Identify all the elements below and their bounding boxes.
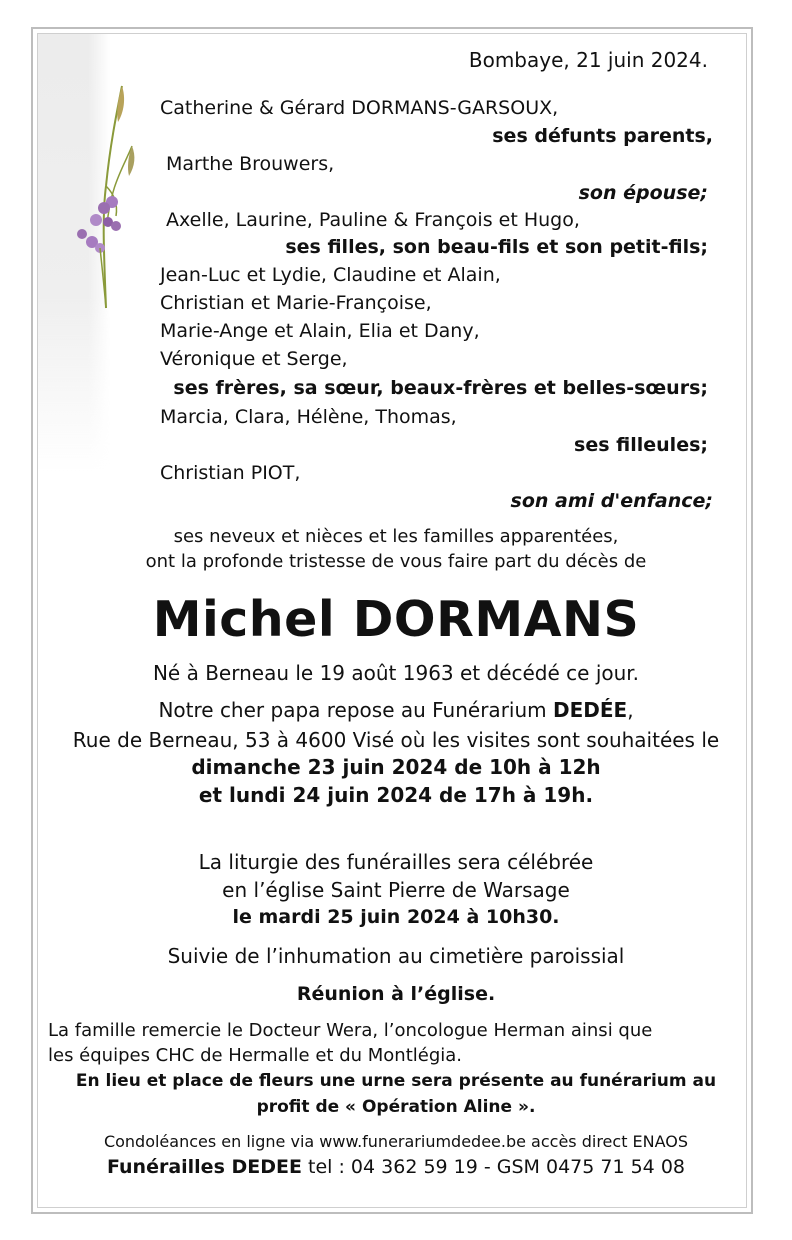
visitation-date-2: et lundi 24 juin 2024 de 17h à 19h. xyxy=(198,783,594,807)
burial-line: Suivie de l’inhumation au cimetière paroissial xyxy=(167,944,625,968)
company-name: Funérailles DEDEE xyxy=(106,1156,302,1178)
siblings-line-4: Véronique et Serge, xyxy=(160,348,348,370)
contact-line xyxy=(0,1155,792,1179)
deceased-name: Michel DORMANS xyxy=(152,591,640,648)
friend-name: Christian PIOT, xyxy=(160,462,301,484)
siblings-role: ses frères, sa sœur, beaux-frères et belles-sœurs; xyxy=(173,377,708,399)
visitation-line-1-prefix: Notre cher papa repose au Funérarium xyxy=(158,698,553,722)
flowers-line-2: profit de « Opération Aline ». xyxy=(256,1097,536,1117)
place-date: Bombaye, 21 juin 2024. xyxy=(468,48,708,72)
others-line: ses neveux et nièces et les familles apparentées, xyxy=(173,526,619,547)
godchildren-names: Marcia, Clara, Hélène, Thomas, xyxy=(160,406,457,428)
funerarium-name: DEDÉE xyxy=(552,698,628,722)
visitation-date-1: dimanche 23 juin 2024 de 10h à 12h xyxy=(191,755,601,779)
spouse-role: son épouse; xyxy=(578,182,708,204)
children-names: Axelle, Laurine, Pauline & François et Hugo, xyxy=(166,209,580,231)
birth-death: Né à Berneau le 19 août 1963 et décédé ce jour. xyxy=(152,661,640,685)
visitation-line-1 xyxy=(0,698,792,722)
funeral-line-2: en l’église Saint Pierre de Warsage xyxy=(222,878,570,902)
visitation-line-1-suffix: , xyxy=(627,698,634,722)
contact-numbers: tel : 04 362 59 19 - GSM 0475 71 54 08 xyxy=(301,1156,685,1178)
friend-role: son ami d'enfance; xyxy=(510,490,713,512)
announcement-line: ont la profonde tristesse de vous faire part du décès de xyxy=(145,551,647,572)
visitation-address: Rue de Berneau, 53 à 4600 Visé où les visites sont souhaitées le xyxy=(72,728,720,752)
siblings-line-3: Marie-Ange et Alain, Elia et Dany, xyxy=(160,320,480,342)
godchildren-role: ses filleules; xyxy=(574,434,708,456)
parents-names: Catherine & Gérard DORMANS-GARSOUX, xyxy=(160,97,559,119)
children-role: ses filles, son beau-fils et son petit-fils; xyxy=(285,236,708,258)
funeral-line-1: La liturgie des funérailles sera célébrée xyxy=(198,850,594,874)
funeral-date: le mardi 25 juin 2024 à 10h30. xyxy=(232,906,560,928)
flowers-line-1: En lieu et place de fleurs une urne sera présente au funérarium au xyxy=(75,1071,717,1091)
spouse-name: Marthe Brouwers, xyxy=(166,153,335,175)
siblings-line-2: Christian et Marie-Françoise, xyxy=(160,292,432,314)
meeting-line: Réunion à l’église. xyxy=(296,983,496,1005)
parents-role: ses défunts parents, xyxy=(492,125,713,147)
condolences-line: Condoléances en ligne via www.funerariumdedee.be accès direct ENAOS xyxy=(103,1132,689,1151)
thanks-line-1: La famille remercie le Docteur Wera, l’oncologue Herman ainsi que xyxy=(48,1020,653,1041)
violet-flower-illustration xyxy=(66,76,146,316)
thanks-line-2: les équipes CHC de Hermalle et du Montlégia. xyxy=(48,1045,463,1066)
siblings-line-1: Jean-Luc et Lydie, Claudine et Alain, xyxy=(160,264,501,286)
